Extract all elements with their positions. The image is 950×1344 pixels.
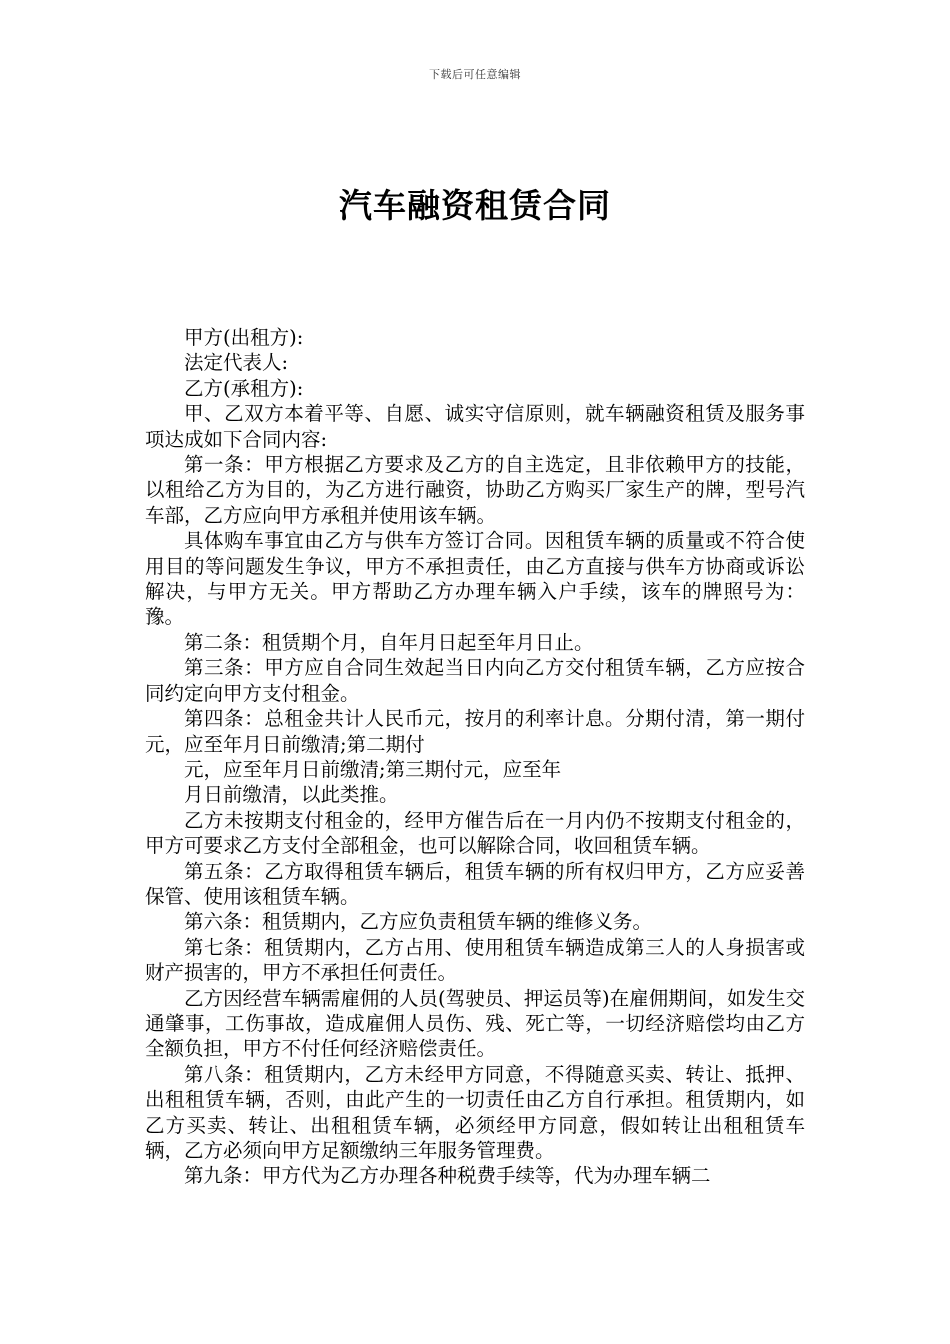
paragraph-article-4: 第四条：总租金共计人民币元，按月的利率计息。分期付清，第一期付元，应至年月日前缴清;第二期付: [145, 707, 805, 756]
paragraph-article-1: 第一条：甲方根据乙方要求及乙方的自主选定，且非依赖甲方的技能，以租给乙方为目的，为乙方进行融资，协助乙方购买厂家生产的牌，型号汽车部，乙方应向甲方承租并使用该车辆。: [145, 453, 805, 527]
paragraph-article-4-cont-2: 月日前缴清，以此类推。: [184, 783, 399, 807]
paragraph-article-4-cont-1: 元，应至年月日前缴清;第三期付元，应至年: [184, 757, 562, 781]
paragraph-purchase-details: 具体购车事宜由乙方与供车方签订合同。因租赁车辆的质量或不符合使用目的等问题发生争议，甲方不承担责任，由乙方直接与供车方协商或诉讼解决，与甲方无关。甲方帮助乙方办理车辆入户手续，该车的牌照号为：豫。: [145, 529, 805, 629]
document-body: [145, 325, 805, 1189]
paragraph-article-5: 第五条：乙方取得租赁车辆后，租赁车辆的所有权归甲方，乙方应妥善保管、使用该租赁车辆。: [145, 859, 805, 908]
paragraph-article-9: 第九条：甲方代为乙方办理各种税费手续等，代为办理车辆二: [184, 1164, 711, 1188]
paragraph-article-8: 第八条：租赁期内，乙方未经甲方同意，不得随意买卖、转让、抵押、出租租赁车辆，否则，由此产生的一切责任由乙方自行承担。租赁期内，如乙方买卖、转让、出租租赁车辆，必须经甲方同意，假如转让出租租赁车辆，乙方必须向甲方足额缴纳三年服务管理费。: [145, 1062, 805, 1162]
paragraph-legal-rep: 法定代表人:: [184, 351, 289, 375]
paragraph-late-payment: 乙方未按期支付租金的，经甲方催告后在一月内仍不按期支付租金的，甲方可要求乙方支付全部租金，也可以解除合同，收回租赁车辆。: [145, 808, 805, 858]
paragraph-preamble: 甲、乙双方本着平等、自愿、诚实守信原则，就车辆融资租赁及服务事项达成如下合同内容:: [145, 402, 805, 451]
document-title: 汽车融资租赁合同: [339, 186, 611, 225]
paragraph-article-3: 第三条：甲方应自合同生效起当日内向乙方交付租赁车辆，乙方应按合同约定向甲方支付租金。: [145, 656, 805, 705]
paragraph-employees: 乙方因经营车辆需雇佣的人员(驾驶员、押运员等)在雇佣期间，如发生交通肇事，工伤事故，造成雇佣人员伤、残、死亡等，一切经济赔偿均由乙方全额负担，甲方不付任何经济赔偿责任。: [145, 986, 805, 1061]
paragraph-article-6: 第六条：租赁期内，乙方应负责租赁车辆的维修义务。: [184, 910, 653, 934]
paragraph-party-b: 乙方(承租方):: [184, 376, 304, 400]
paragraph-article-2: 第二条：租赁期个月，自年月日起至年月日止。: [184, 630, 594, 654]
header-note: 下载后可任意编辑: [429, 68, 521, 81]
paragraph-article-7: 第七条：租赁期内，乙方占用、使用租赁车辆造成第三人的人身损害或财产损害的，甲方不承担任何责任。: [145, 935, 805, 985]
paragraph-party-a: 甲方(出租方):: [184, 326, 304, 349]
